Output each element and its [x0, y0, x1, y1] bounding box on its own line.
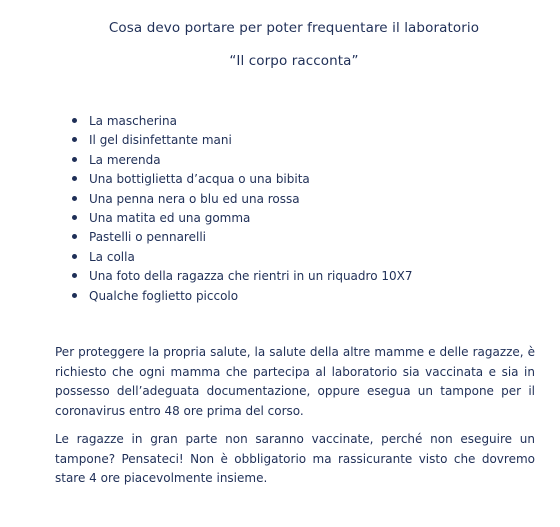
list-item-text: Qualche foglietto piccolo — [89, 288, 239, 303]
list-item — [72, 287, 412, 306]
list-item — [72, 190, 412, 209]
list-item-text: Una bottiglietta d’acqua o una bibita — [89, 172, 310, 187]
swab-advice-paragraph: Le ragazze in gran parte non saranno vaccinate, perché non eseguire un tampone? Pensateci! Non è obbligatorio ma rassicurante visto che dovremo stare 4 ore piacevolmente insieme. — [55, 432, 535, 485]
list-item — [72, 228, 412, 247]
bullet-icon — [72, 293, 77, 298]
bullet-icon — [72, 254, 77, 259]
list-item-text: Pastelli o pennarelli — [89, 230, 206, 245]
list-item-text: La mascherina — [89, 114, 177, 128]
bullet-icon — [72, 118, 77, 123]
list-item-text: La colla — [89, 249, 135, 264]
list-item — [72, 170, 412, 189]
list-item — [72, 267, 412, 286]
list-item — [72, 209, 412, 228]
document-title: Cosa devo portare per poter frequentare il laboratorio — [108, 20, 480, 36]
list-item-text: Una matita ed una gomma — [89, 210, 251, 225]
list-item-text: La merenda — [89, 152, 161, 167]
list-item — [72, 112, 412, 131]
bullet-icon — [72, 273, 77, 278]
document-subtitle: “Il corpo racconta” — [229, 53, 359, 69]
bullet-icon — [72, 215, 77, 220]
health-notice-paragraph: Per proteggere la propria salute, la salute della altre mamme e delle ragazze, è richiesto che ogni mamma che partecipa al laboratorio sia vaccinata e sia in possesso dell’adeguata documentazione, oppure esegua un tampone per il coronavirus entro 48 ore prima del corso. — [55, 345, 535, 418]
list-item-text: Una penna nera o blu ed una rossa — [89, 191, 300, 206]
list-item — [72, 131, 412, 150]
bullet-icon — [72, 176, 77, 181]
list-item-text: Una foto della ragazza che rientri in un riquadro 10X7 — [89, 269, 413, 284]
bullet-icon — [72, 157, 77, 162]
bullet-icon — [72, 234, 77, 239]
items-list — [72, 112, 412, 306]
list-item-text: Il gel disinfettante mani — [89, 133, 232, 148]
list-item — [72, 248, 412, 267]
bullet-icon — [72, 196, 77, 201]
list-item — [72, 151, 412, 170]
bullet-icon — [72, 137, 77, 142]
